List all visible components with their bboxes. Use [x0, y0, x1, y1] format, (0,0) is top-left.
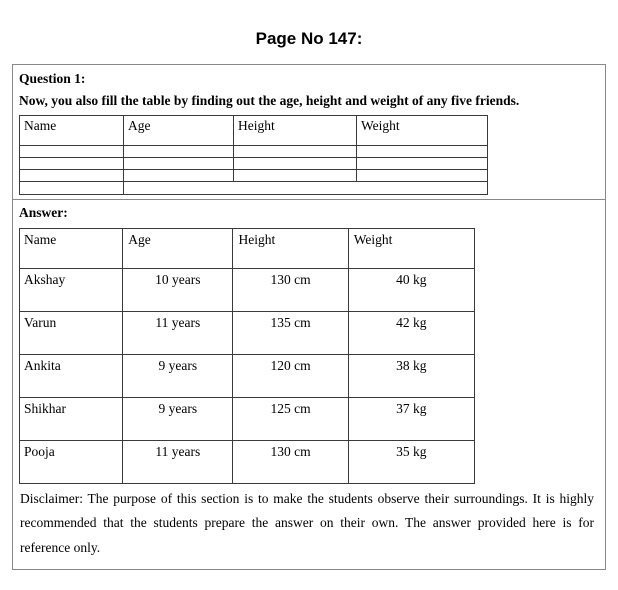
answer-section [13, 200, 605, 560]
blank-cell-height[interactable] [234, 158, 357, 170]
cell-name: Pooja [20, 440, 123, 483]
table-header-row [20, 228, 475, 268]
question-label: Question 1: [19, 71, 86, 86]
table-header-row [20, 116, 488, 146]
cell-weight: 35 kg [348, 440, 474, 483]
blank-cell-weight[interactable] [357, 158, 488, 170]
cell-weight: 37 kg [348, 397, 474, 440]
column-header-height: Height [234, 116, 357, 146]
cell-age: 11 years [123, 311, 233, 354]
answer-friends-table [19, 228, 475, 484]
column-header-name: Name [20, 116, 124, 146]
cell-age: 9 years [123, 397, 233, 440]
column-header-height: Height [233, 228, 348, 268]
table-row[interactable] [20, 158, 488, 170]
cell-name: Akshay [20, 268, 123, 311]
question-section [13, 65, 605, 200]
cell-height: 130 cm [233, 440, 348, 483]
blank-friends-table [19, 115, 488, 195]
blank-cell-age[interactable] [124, 146, 234, 158]
table-row [20, 311, 475, 354]
answer-label: Answer: [19, 205, 68, 221]
table-row[interactable] [20, 182, 488, 195]
cell-height: 130 cm [233, 268, 348, 311]
cell-name: Shikhar [20, 397, 123, 440]
table-row[interactable] [20, 170, 488, 182]
column-header-weight: Weight [348, 228, 474, 268]
cell-weight: 38 kg [348, 354, 474, 397]
blank-cell-name[interactable] [20, 146, 124, 158]
disclaimer-text: Disclaimer: The purpose of this section is to make the students observe their surroundings. It is highly recommended that the students prepare the answer on their own. The answer provided here is for reference only. [20, 490, 594, 555]
blank-cell-name[interactable] [20, 158, 124, 170]
column-header-age: Age [124, 116, 234, 146]
cell-weight: 42 kg [348, 311, 474, 354]
table-row [20, 397, 475, 440]
cell-weight: 40 kg [348, 268, 474, 311]
table-row [20, 354, 475, 397]
content-panel [12, 64, 606, 570]
blank-cell-weight[interactable] [357, 146, 488, 158]
cell-age: 9 years [123, 354, 233, 397]
column-header-weight: Weight [357, 116, 488, 146]
blank-cell-name[interactable] [20, 170, 124, 182]
column-header-name: Name [20, 228, 123, 268]
blank-cell-height[interactable] [234, 146, 357, 158]
blank-cell-age[interactable] [124, 158, 234, 170]
table-row [20, 268, 475, 311]
page-title: Page No 147: [255, 29, 363, 48]
cell-name: Ankita [20, 354, 123, 397]
blank-cell-age[interactable] [124, 170, 234, 182]
blank-cell-merged[interactable] [124, 182, 488, 195]
cell-name: Varun [20, 311, 123, 354]
column-header-age: Age [123, 228, 233, 268]
cell-height: 135 cm [233, 311, 348, 354]
blank-cell-weight[interactable] [357, 170, 488, 182]
cell-height: 125 cm [233, 397, 348, 440]
cell-age: 11 years [123, 440, 233, 483]
table-row[interactable] [20, 146, 488, 158]
cell-height: 120 cm [233, 354, 348, 397]
question-text: Now, you also fill the table by finding out the age, height and weight of any five friends. [19, 92, 520, 108]
blank-cell-height[interactable] [234, 170, 357, 182]
cell-age: 10 years [123, 268, 233, 311]
table-row [20, 440, 475, 483]
blank-cell-name[interactable] [20, 182, 124, 195]
